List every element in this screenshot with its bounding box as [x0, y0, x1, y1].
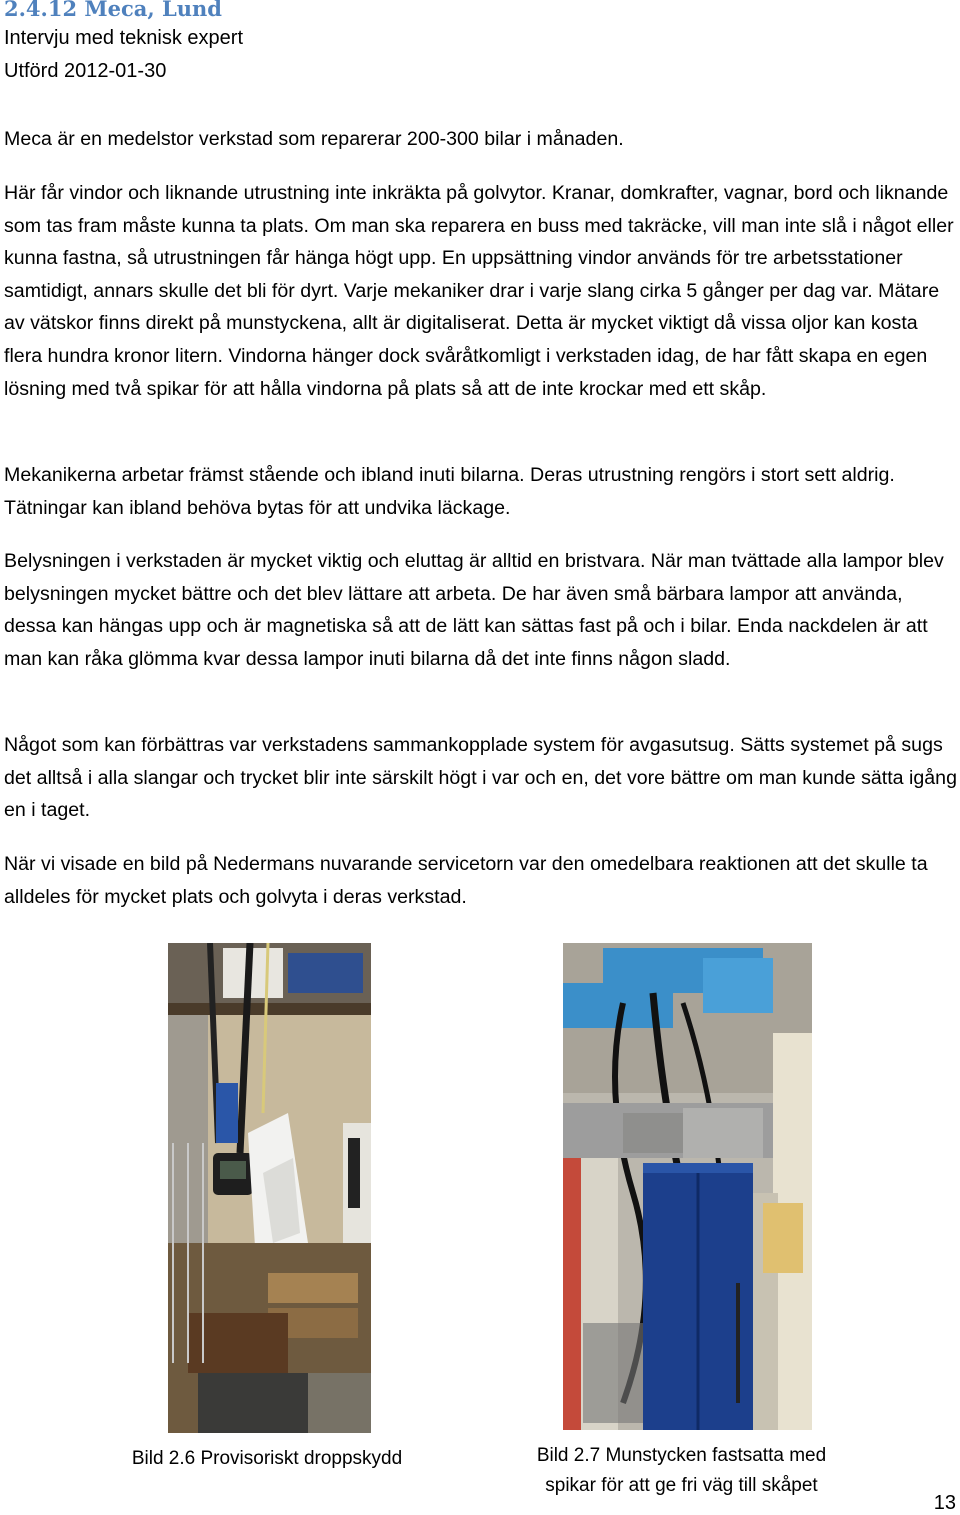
- caption-figure-2-7-line1: Bild 2.7 Munstycken fastsatta med: [536, 1445, 827, 1466]
- paragraph-lighting: Belysningen i verkstaden är mycket viktig och eluttag är alltid en bristvara. När man tvättade alla lampor blev belysningen mycket bättre och det blev lättare att arbeta. De har även små bärbara lampor att använda, dessa kan hängas upp och är magnetiska så att de lätt kan sättas fast på och i bilar. Enda nackdelen är att man kan råka glömma kvar dessa lampor inuti bilarna då det inte finns någon sladd.: [4, 550, 944, 670]
- interview-date: Utförd 2012-01-30: [4, 60, 167, 82]
- section-heading: 2.4.12 Meca, Lund: [4, 0, 222, 21]
- caption-figure-2-7-line2: spikar för att ge fri väg till skåpet: [545, 1475, 818, 1496]
- interview-subtitle: Intervju med teknisk expert: [4, 27, 243, 49]
- page-number: 13: [933, 1492, 956, 1514]
- paragraph-nederman: När vi visade en bild på Nedermans nuvarande servicetorn var den omedelbara reaktionen att det skulle ta alldeles för mycket plats och golvyta i deras verkstad.: [4, 853, 928, 908]
- paragraph-intro: Meca är en medelstor verkstad som reparerar 200-300 bilar i månaden.: [4, 128, 624, 150]
- caption-figure-2-6: Bild 2.6 Provisoriskt droppskydd: [131, 1448, 403, 1469]
- paragraph-mechanics: Mekanikerna arbetar främst stående och ibland inuti bilarna. Deras utrustning rengörs i stort sett aldrig. Tätningar kan ibland behöva bytas för att undvika läckage.: [4, 464, 895, 519]
- paragraph-equipment: Här får vindor och liknande utrustning inte inkräkta på golvytor. Kranar, domkrafter, vagnar, bord och liknande som tas fram måste kunna ta plats. Om man ska reparera en buss med takräcke, vill man inte slå i något eller kunna fastna, så utrustningen får hänga högt upp. En uppsättning vindor används för tre arbetsstationer samtidigt, annars skulle det bli för dyrt. Varje mekaniker drar i varje slang cirka 5 gånger per dag var. Mätare av vätskor finns direkt på munstyckena, allt är digitaliserat. Detta är mycket viktigt då vissa oljor kan kosta flera hundra kronor litern. Vindorna hänger dock svåråtkomligt i verkstaden idag, de har fått skapa en egen lösning med två spikar för att hålla vindorna på plats så att de inte krockar med ett skåp.: [4, 182, 954, 400]
- paragraph-exhaust: Något som kan förbättras var verkstadens sammankopplade system för avgasutsug. Sätts systemet på sugs det alltså i alla slangar och trycket blir inte särskilt högt i var och en, det vore bättre om man kunde sätta igång en i taget.: [4, 734, 957, 822]
- photo-drip-guard: [168, 943, 371, 1433]
- photo-nozzles: [563, 943, 812, 1430]
